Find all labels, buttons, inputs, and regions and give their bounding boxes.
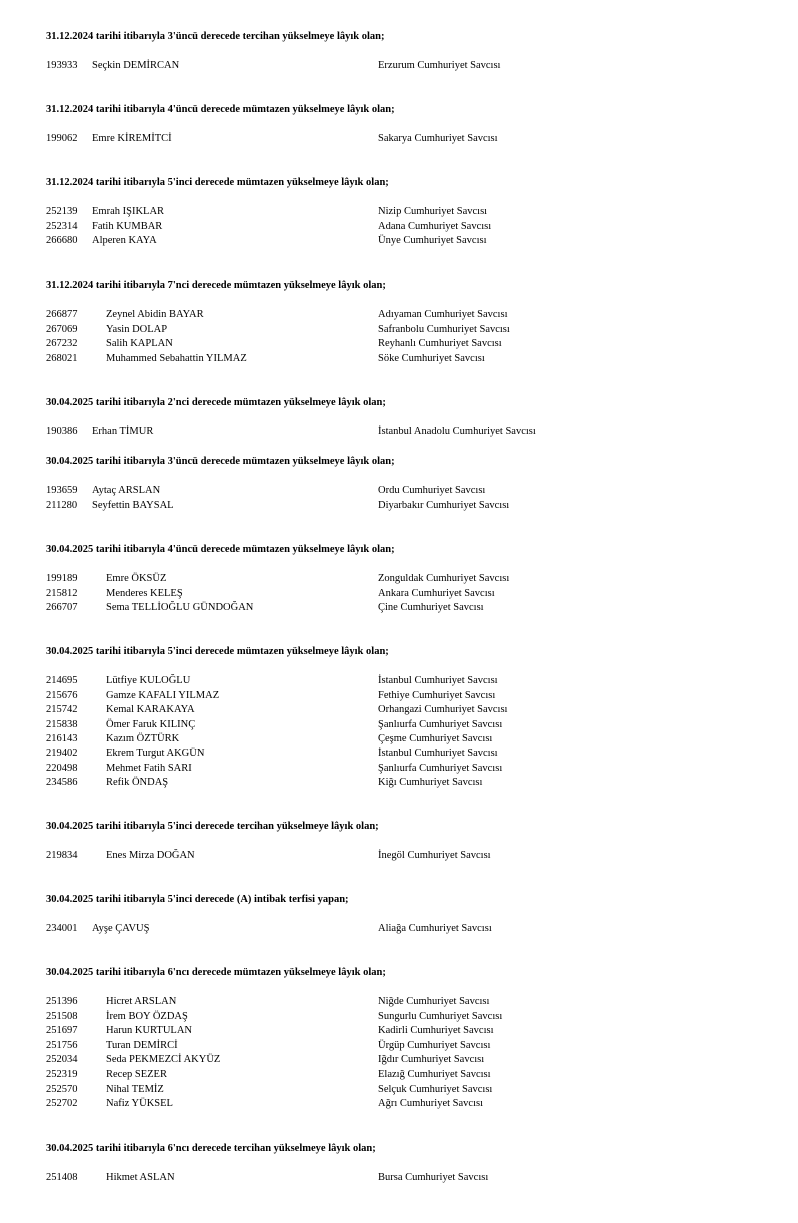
- registry-number: 251756: [46, 1039, 78, 1051]
- office-title: Kiğı Cumhuriyet Savcısı: [378, 777, 483, 789]
- section-heading: 30.04.2025 tarihi itibarıyla 2'nci derecede mümtazen yükselmeye lâyık olan;: [46, 397, 386, 408]
- person-name: Ayşe ÇAVUŞ: [92, 923, 150, 934]
- registry-number: 199189: [46, 573, 78, 584]
- person-name: Lütfiye KULOĞLU: [106, 675, 191, 686]
- table-row: [46, 601, 746, 616]
- person-name: Yasin DOLAP: [106, 323, 168, 335]
- office-title: İstanbul Cumhuriyet Savcısı: [378, 675, 498, 686]
- registry-number: 252319: [46, 1069, 78, 1080]
- person-name: Ömer Faruk KILINÇ: [106, 718, 196, 730]
- person-name: Enes Mirza DOĞAN: [106, 850, 195, 861]
- table-row: [46, 323, 746, 338]
- registry-number: 215838: [46, 718, 78, 730]
- registry-number: 267069: [46, 323, 78, 335]
- registry-number: 251408: [46, 1172, 78, 1183]
- registry-number: 251508: [46, 1010, 78, 1022]
- table-row: [46, 1039, 746, 1054]
- registry-number: 252034: [46, 1054, 78, 1066]
- section-heading: 30.04.2025 tarihi itibarıyla 4'üncü derecede mümtazen yükselmeye lâyık olan;: [46, 544, 395, 555]
- table-row: [46, 689, 746, 704]
- table-row: [46, 747, 746, 762]
- person-name: Erhan TİMUR: [92, 426, 154, 437]
- section-heading: 30.04.2025 tarihi itibarıyla 5'inci derecede mümtazen yükselmeye lâyık olan;: [46, 646, 389, 657]
- registry-number: 267232: [46, 338, 78, 350]
- table-row: [46, 1053, 746, 1068]
- person-name: Nafiz YÜKSEL: [106, 1098, 173, 1110]
- person-name: Alperen KAYA: [92, 235, 157, 247]
- office-title: Diyarbakır Cumhuriyet Savcısı: [378, 499, 510, 511]
- person-name: Salih KAPLAN: [106, 338, 173, 350]
- office-title: İstanbul Cumhuriyet Savcısı: [378, 748, 498, 759]
- office-title: Bursa Cumhuriyet Savcısı: [378, 1172, 489, 1183]
- registry-number: 251697: [46, 1025, 78, 1037]
- office-title: Çeşme Cumhuriyet Savcısı: [378, 733, 493, 745]
- table-row: [46, 703, 746, 718]
- office-title: Sakarya Cumhuriyet Savcısı: [378, 133, 498, 144]
- office-title: Şanlıurfa Cumhuriyet Savcısı: [378, 718, 503, 730]
- table-row: [46, 132, 746, 147]
- office-title: Fethiye Cumhuriyet Savcısı: [378, 689, 496, 701]
- registry-number: 266707: [46, 602, 78, 614]
- person-name: Seçkin DEMİRCAN: [92, 60, 180, 71]
- office-title: Ürgüp Cumhuriyet Savcısı: [378, 1039, 491, 1051]
- table-row: [46, 337, 746, 352]
- table-row: [46, 849, 746, 864]
- table-row: [46, 1097, 746, 1112]
- registry-number: 214695: [46, 675, 78, 686]
- table-row: [46, 484, 746, 499]
- person-name: Emrah IŞIKLAR: [92, 206, 165, 217]
- person-name: Harun KURTULAN: [106, 1025, 192, 1037]
- person-name: Seyfettin BAYSAL: [92, 499, 174, 511]
- table-row: [46, 674, 746, 689]
- person-name: Hikmet ASLAN: [106, 1172, 175, 1183]
- table-row: [46, 59, 746, 74]
- office-title: Şanlıurfa Cumhuriyet Savcısı: [378, 762, 503, 774]
- office-title: Adıyaman Cumhuriyet Savcısı: [378, 309, 508, 320]
- office-title: Erzurum Cumhuriyet Savcısı: [378, 60, 501, 71]
- registry-number: 211280: [46, 499, 78, 511]
- office-title: Orhangazi Cumhuriyet Savcısı: [378, 704, 508, 716]
- person-name: Muhammed Sebahattin YILMAZ: [106, 352, 247, 364]
- table-row: [46, 1010, 746, 1025]
- office-title: Ordu Cumhuriyet Savcısı: [378, 485, 486, 496]
- person-name: Seda PEKMEZCİ AKYÜZ: [106, 1054, 221, 1066]
- registry-number: 266877: [46, 309, 78, 320]
- registry-number: 251396: [46, 996, 78, 1007]
- office-title: Ağrı Cumhuriyet Savcısı: [378, 1098, 483, 1110]
- person-name: Kazım ÖZTÜRK: [106, 733, 180, 745]
- office-title: Ünye Cumhuriyet Savcısı: [378, 235, 487, 247]
- registry-number: 234001: [46, 923, 78, 934]
- registry-number: 268021: [46, 352, 78, 364]
- registry-number: 252139: [46, 206, 78, 217]
- person-name: Kemal KARAKAYA: [106, 704, 195, 716]
- table-row: [46, 1083, 746, 1098]
- section-heading: 31.12.2024 tarihi itibarıyla 7'nci derecede mümtazen yükselmeye lâyık olan;: [46, 280, 386, 291]
- table-row: [46, 352, 746, 367]
- section-heading: 30.04.2025 tarihi itibarıyla 6'ncı derecede tercihan yükselmeye lâyık olan;: [46, 1143, 376, 1154]
- section-heading: 30.04.2025 tarihi itibarıyla 5'inci derecede (A) intibak terfisi yapan;: [46, 894, 349, 905]
- section-heading: 31.12.2024 tarihi itibarıyla 4'üncü derecede mümtazen yükselmeye lâyık olan;: [46, 104, 395, 115]
- office-title: Çine Cumhuriyet Savcısı: [378, 602, 484, 614]
- office-title: İnegöl Cumhuriyet Savcısı: [378, 850, 491, 861]
- person-name: Nihal TEMİZ: [106, 1083, 164, 1095]
- office-title: Zonguldak Cumhuriyet Savcısı: [378, 573, 510, 584]
- table-row: [46, 732, 746, 747]
- table-row: [46, 587, 746, 602]
- registry-number: 266680: [46, 235, 78, 247]
- office-title: Sungurlu Cumhuriyet Savcısı: [378, 1010, 503, 1022]
- table-row: [46, 1068, 746, 1083]
- person-name: Hicret ARSLAN: [106, 996, 177, 1007]
- person-name: İrem BOY ÖZDAŞ: [106, 1010, 188, 1022]
- section-heading: 30.04.2025 tarihi itibarıyla 6'ncı derecede mümtazen yükselmeye lâyık olan;: [46, 967, 386, 978]
- registry-number: 219402: [46, 748, 78, 759]
- table-row: [46, 308, 746, 323]
- table-row: [46, 572, 746, 587]
- person-name: Mehmet Fatih SARI: [106, 762, 192, 774]
- office-title: Söke Cumhuriyet Savcısı: [378, 352, 485, 364]
- registry-number: 216143: [46, 733, 78, 745]
- registry-number: 252702: [46, 1098, 78, 1110]
- office-title: Elazığ Cumhuriyet Savcısı: [378, 1069, 491, 1080]
- table-row: [46, 718, 746, 733]
- person-name: Ekrem Turgut AKGÜN: [106, 748, 205, 759]
- table-row: [46, 425, 746, 440]
- registry-number: 215742: [46, 704, 78, 716]
- section-heading: 30.04.2025 tarihi itibarıyla 5'inci derecede tercihan yükselmeye lâyık olan;: [46, 821, 379, 832]
- registry-number: 252570: [46, 1083, 78, 1095]
- table-row: [46, 995, 746, 1010]
- table-row: [46, 922, 746, 937]
- table-row: [46, 1171, 746, 1186]
- registry-number: 234586: [46, 777, 78, 789]
- office-title: Niğde Cumhuriyet Savcısı: [378, 996, 490, 1007]
- person-name: Turan DEMİRCİ: [106, 1039, 178, 1051]
- table-row: [46, 1024, 746, 1039]
- table-row: [46, 205, 746, 220]
- office-title: Aliağa Cumhuriyet Savcısı: [378, 923, 492, 934]
- person-name: Aytaç ARSLAN: [92, 485, 161, 496]
- section-heading: 31.12.2024 tarihi itibarıyla 5'inci derecede mümtazen yükselmeye lâyık olan;: [46, 177, 389, 188]
- registry-number: 215812: [46, 587, 78, 599]
- registry-number: 215676: [46, 689, 78, 701]
- person-name: Gamze KAFALI YILMAZ: [106, 689, 220, 701]
- registry-number: 252314: [46, 220, 78, 232]
- registry-number: 220498: [46, 762, 78, 774]
- person-name: Refik ÖNDAŞ: [106, 777, 169, 789]
- person-name: Sema TELLİOĞLU GÜNDOĞAN: [106, 602, 254, 614]
- office-title: İstanbul Anadolu Cumhuriyet Savcısı: [378, 426, 536, 437]
- registry-number: 219834: [46, 850, 78, 861]
- registry-number: 190386: [46, 426, 78, 437]
- person-name: Zeynel Abidin BAYAR: [106, 309, 204, 320]
- table-row: [46, 776, 746, 791]
- person-name: Menderes KELEŞ: [106, 587, 183, 599]
- office-title: Selçuk Cumhuriyet Savcısı: [378, 1083, 493, 1095]
- table-row: [46, 220, 746, 235]
- office-title: Safranbolu Cumhuriyet Savcısı: [378, 323, 510, 335]
- table-row: [46, 234, 746, 249]
- person-name: Emre KİREMİTCİ: [92, 133, 172, 144]
- office-title: Adana Cumhuriyet Savcısı: [378, 220, 492, 232]
- person-name: Fatih KUMBAR: [92, 220, 163, 232]
- section-heading: 30.04.2025 tarihi itibarıyla 3'üncü derecede mümtazen yükselmeye lâyık olan;: [46, 456, 395, 467]
- office-title: Kadirli Cumhuriyet Savcısı: [378, 1025, 494, 1037]
- person-name: Recep SEZER: [106, 1069, 167, 1080]
- section-heading: 31.12.2024 tarihi itibarıyla 3'üncü derecede tercihan yükselmeye lâyık olan;: [46, 31, 385, 42]
- registry-number: 199062: [46, 133, 78, 144]
- office-title: Ankara Cumhuriyet Savcısı: [378, 587, 495, 599]
- office-title: Nizip Cumhuriyet Savcısı: [378, 206, 488, 217]
- office-title: Reyhanlı Cumhuriyet Savcısı: [378, 338, 502, 350]
- registry-number: 193933: [46, 60, 78, 71]
- office-title: Iğdır Cumhuriyet Savcısı: [378, 1054, 485, 1066]
- person-name: Emre ÖKSÜZ: [106, 573, 167, 584]
- table-row: [46, 499, 746, 514]
- table-row: [46, 762, 746, 777]
- registry-number: 193659: [46, 485, 78, 496]
